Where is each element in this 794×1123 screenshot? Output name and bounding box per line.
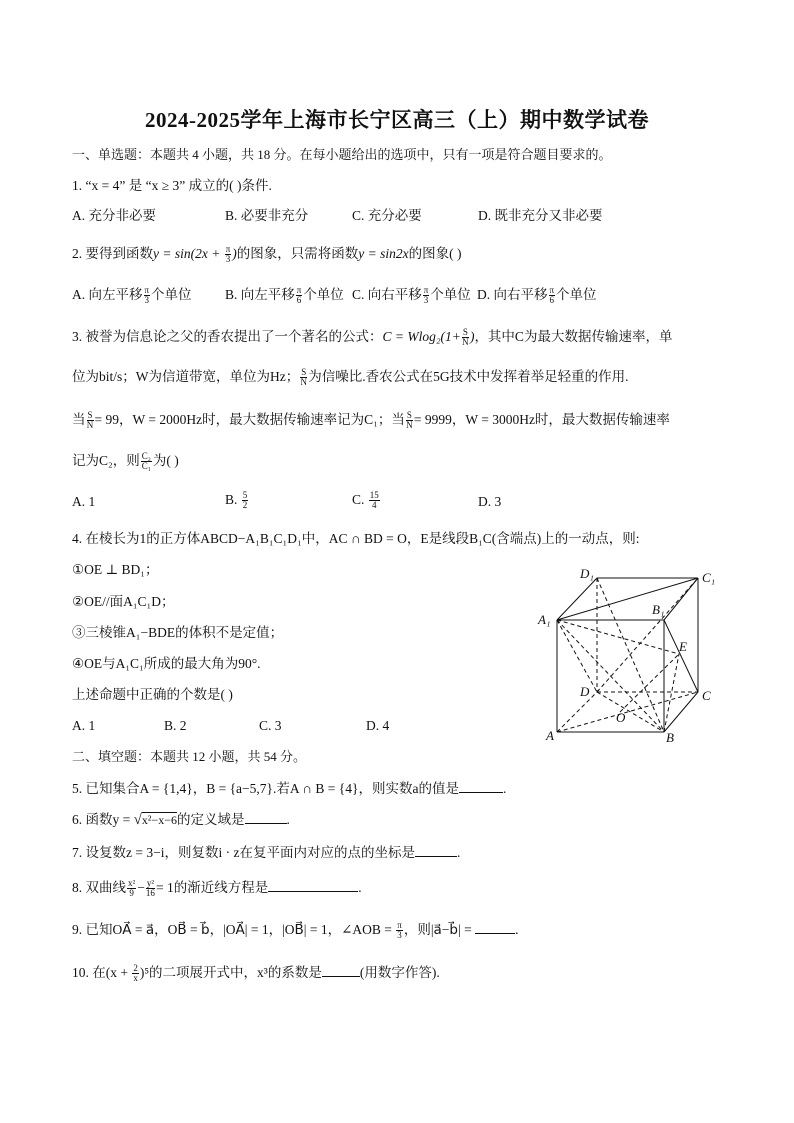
question-1-option-a: A. 充分非必要 <box>72 208 156 223</box>
diag-ac <box>557 692 698 732</box>
question-4-option-b: B. 2 <box>164 718 187 733</box>
edge-b1c <box>664 620 698 692</box>
answer-blank <box>322 962 360 977</box>
question-4-stem: 4. 在棱长为1的正方体ABCD−A₁B₁C₁D₁中，AC ∩ BD = O，E是线段B₁C(含端点)上的一动点，则: <box>72 531 640 546</box>
question-2-option-d: D. 向右平移 $\frac{\pi}{6}$ 个单位 <box>477 285 597 306</box>
question-3-option-a: A. 1 <box>72 494 96 509</box>
question-8: 8. 双曲线 $\frac{\text{x²}}{9}$ − $\frac{\text{y²}}{16}$ = 1的渐近线方程是 . <box>72 878 362 899</box>
answer-blank <box>245 809 287 824</box>
label-b1: B₁ <box>652 602 665 617</box>
question-1-stem: 1. “x = 4” 是 “x ≥ 3” 成立的( )条件. <box>72 178 272 193</box>
question-4-option-a: A. 1 <box>72 718 96 733</box>
question-4-option-d: D. 4 <box>366 718 390 733</box>
question-6: 6. 函数y = √x²−x−6的定义域是 . <box>72 809 290 830</box>
edge-bc <box>664 692 698 732</box>
section-single-choice-header: 一、单选题：本题共 4 小题，共 18 分。在每小题给出的选项中，只有一项是符合题目要求的。 <box>72 147 612 162</box>
edge-b1c1 <box>664 578 698 620</box>
label-a: A <box>546 728 554 743</box>
label-b: B <box>666 730 674 745</box>
exam-title: 2024-2025学年上海市长宁区高三（上）期中数学试卷 <box>145 108 649 132</box>
label-d1: D₁ <box>580 566 594 581</box>
line-a1b <box>557 620 664 732</box>
label-c: C <box>702 688 711 703</box>
answer-blank <box>415 842 457 857</box>
question-2-option-b: B. 向左平移 $\frac{\pi}{6}$ 个单位 <box>225 285 344 306</box>
answer-blank <box>268 877 358 892</box>
question-3-option-b: B. $\frac{5}{2}$ <box>225 490 248 511</box>
label-o: O <box>616 710 626 725</box>
question-2-stem: 2. 要得到函数y = sin(2x + $\frac{\pi}{3}$ )的图象，只需将函数y = sin2x的图象( ) <box>72 244 462 265</box>
question-4-statement-3: ③三棱锥A₁−BDE的体积不是定值； <box>72 625 284 640</box>
question-1-option-d: D. 既非充分又非必要 <box>478 208 603 223</box>
question-4-statement-4: ④OE与A₁C₁所成的最大角为90°. <box>72 656 261 671</box>
question-2-option-c: C. 向右平移 $\frac{\pi}{3}$ 个单位 <box>352 285 471 306</box>
section-fill-in-header: 二、填空题：本题共 12 小题，共 54 分。 <box>72 749 307 764</box>
question-3-option-c: C. $\frac{15}{4}$ <box>352 490 379 511</box>
question-3-line-1: 3. 被誉为信息论之父的香农提出了一个著名的公式：C = Wlog₂(1+ $\frac{S}{N}$ )，其中C为最大数据传输速率，单 <box>72 327 673 348</box>
question-9: 9. 已知OA⃗ = a⃗，OB⃗ = b⃗，|OA⃗| = 1，|OB⃗| = 1，∠AOB = $\frac{\pi}{3}$ ，则|a⃗−b⃗| = . <box>72 920 519 941</box>
question-4-ask: 上述命题中正确的个数是( ) <box>72 687 233 702</box>
label-e: E <box>679 639 687 654</box>
answer-blank <box>459 778 503 793</box>
fraction: $\frac{\pi}{3}$ <box>225 244 231 265</box>
question-5: 5. 已知集合A = {1,4}，B = {a−5,7}.若A ∩ B = {4}，则实数a的值是 . <box>72 778 506 799</box>
answer-blank <box>475 919 515 934</box>
question-7: 7. 设复数z = 3−i，则复数i · z在复平面内对应的点的坐标是 . <box>72 842 460 863</box>
question-4-statement-2: ②OE//面A₁C₁D； <box>72 594 175 609</box>
question-4-statement-1: ①OE ⊥ BD₁； <box>72 562 159 577</box>
question-3-line-2: 位为bit/s；W为信道带宽，单位为Hz； $\frac{S}{N}$ 为信噪比.香农公式在5G技术中发挥着举足轻重的作用. <box>72 367 629 388</box>
label-c1: C₁ <box>702 570 716 585</box>
question-1-option-c: C. 充分必要 <box>352 208 422 223</box>
label-a1: A₁ <box>538 612 551 627</box>
question-3-option-d: D. 3 <box>478 494 502 509</box>
edge-ad <box>557 692 597 732</box>
question-3-line-4: 记为C₂，则 $\frac{\text{C₂}}{\text{C₁}}$ 为( ) <box>72 451 179 472</box>
question-3-line-3: 当 $\frac{S}{N}$ = 99，W = 2000Hz时，最大数据传输速率记为C₁；当 $\frac{S}{N}$ = 9999，W = 3000Hz时，最大数据传输速率 <box>72 410 670 431</box>
line-oe <box>620 654 679 712</box>
diag-bd <box>597 692 664 732</box>
question-10: 10. 在(x + $\frac{2}{x}$ )⁵的二项展开式中，x³的系数是 (用数字作答). <box>72 963 440 984</box>
question-1-option-b: B. 必要非充分 <box>225 208 309 223</box>
cube-diagram <box>534 560 724 745</box>
edge-a1c1 <box>557 578 698 620</box>
question-4-option-c: C. 3 <box>259 718 282 733</box>
label-d: D <box>580 684 590 699</box>
line-be <box>664 654 679 732</box>
question-2-option-a: A. 向左平移 $\frac{\pi}{3}$ 个单位 <box>72 285 192 306</box>
